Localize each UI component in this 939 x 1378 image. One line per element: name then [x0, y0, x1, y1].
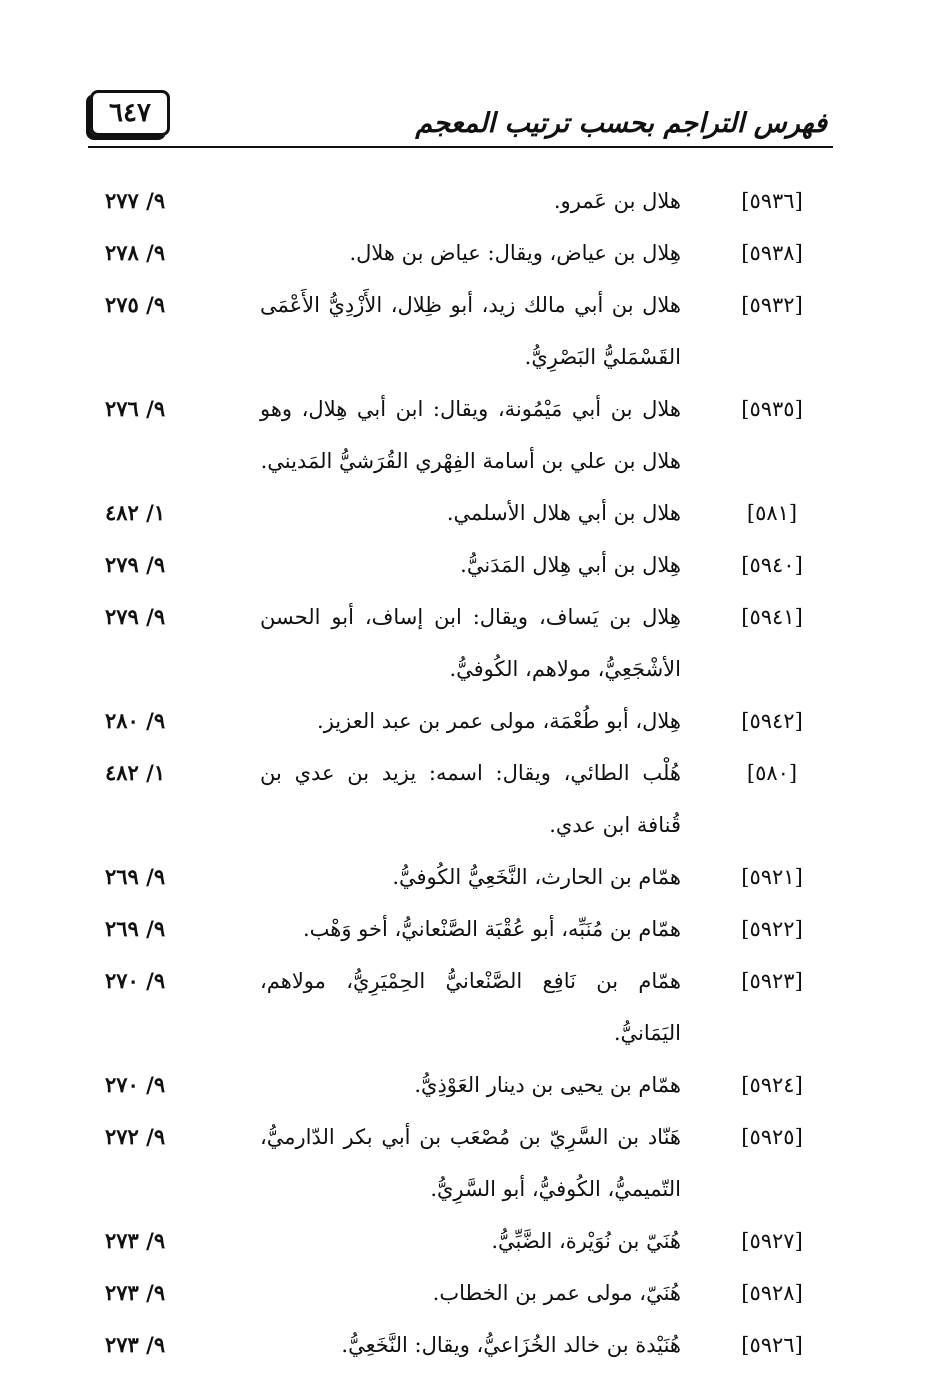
entry-row: [0, 279, 939, 383]
entry-row: [0, 175, 939, 227]
entry-row: [0, 591, 939, 695]
entry-id: [٥٩٣٦]: [741, 189, 803, 213]
entry-name: هِلال بن يَساف، ويقال: ابن إساف، أبو الحسن الأشْجَعِيُّ، مولاهم، الكُوفيُّ.: [260, 605, 681, 681]
entry-name: هِلال بن عياض، ويقال: عياض بن هلال.: [349, 241, 681, 265]
entry-id: [٥٩٢١]: [741, 865, 803, 889]
entry-id: [٥٩٣٥]: [741, 397, 803, 421]
entry-ref: ٩/ ٢٧٩: [105, 552, 166, 577]
entry-row: [0, 227, 939, 279]
entry-ref: ١/ ٤٨٢: [105, 500, 166, 525]
entry-name: هِلال بن أبي هِلال المَدَنيُّ.: [460, 553, 681, 577]
entry-id: [٥٩٤١]: [741, 605, 803, 629]
header-rule: [88, 146, 833, 148]
entry-name: هلال بن أبي مَيْمُونة، ويقال: ابن أبي هِلال، وهو هلال بن علي بن أسامة الفِهْري القُرَشيُّ المَديني.: [260, 397, 681, 473]
entry-name: هُلْب الطائي، ويقال: اسمه: يزيد بن عدي بن قُنافة ابن عدي.: [260, 761, 681, 837]
entry-ref: ٩/ ٢٧٨: [105, 240, 166, 265]
entry-name: همّام بن مُنَبِّه، أبو عُقْبَة الصَّنْعانيُّ، أخو وَهْب.: [302, 917, 681, 941]
entry-id: [٥٩٢٧]: [741, 1229, 803, 1253]
entry-row: [0, 1215, 939, 1267]
entry-ref: ٩/ ٢٦٩: [105, 916, 166, 941]
entry-row: [0, 1111, 939, 1215]
entry-id: [٥٩٢٦]: [741, 1333, 803, 1357]
entry-ref: ٩/ ٢٧٩: [105, 604, 166, 629]
page-number: ٦٤٧: [109, 98, 151, 128]
entry-id: [٥٩٤٢]: [741, 709, 803, 733]
entry-id: [٥٩٢٢]: [741, 917, 803, 941]
entry-id: [٥٨١]: [746, 501, 798, 525]
entry-ref: ٩/ ٢٧٣: [105, 1228, 166, 1253]
entry-ref: ٩/ ٢٨٠: [105, 708, 166, 733]
entry-row: [0, 903, 939, 955]
entry-row: [0, 383, 939, 487]
entry-id: [٥٩٢٨]: [741, 1281, 803, 1305]
entry-name: هُنَيّ بن نُوَيْرة، الضَّبِّيُّ.: [491, 1229, 681, 1253]
entry-name: هلال بن عَمرو.: [553, 189, 681, 213]
entry-ref: ٩/ ٢٦٩: [105, 864, 166, 889]
entry-name: هُنَيْدة بن خالد الخُزَاعيُّ، ويقال: النَّخَعِيُّ.: [341, 1333, 681, 1357]
entry-list: [0, 175, 939, 1371]
entry-name: هُنَيّ، مولى عمر بن الخطاب.: [432, 1281, 681, 1305]
entry-row: [0, 1059, 939, 1111]
entry-id: [٥٩٢٣]: [741, 969, 803, 993]
entry-ref: ٩/ ٢٧٣: [105, 1280, 166, 1305]
entry-ref: ٩/ ٢٧٠: [105, 1072, 166, 1097]
entry-ref: ٩/ ٢٧٣: [105, 1332, 166, 1357]
entry-ref: ١/ ٤٨٢: [105, 760, 166, 785]
entry-row: [0, 1267, 939, 1319]
entry-id: [٥٨٠]: [746, 761, 798, 785]
entry-row: [0, 851, 939, 903]
entry-row: [0, 955, 939, 1059]
entry-name: همّام بن يحيى بن دينار العَوْذِيُّ.: [414, 1073, 681, 1097]
entry-id: [٥٩٤٠]: [741, 553, 803, 577]
entry-id: [٥٩٢٤]: [741, 1073, 803, 1097]
entry-row: [0, 1319, 939, 1371]
page-number-box: [90, 90, 170, 136]
entry-name: همّام بن الحارث، النَّخَعِيُّ الكُوفيُّ.: [392, 865, 681, 889]
entry-name: هلال بن أبي مالك زيد، أبو ظِلال، الأَزْدِيُّ الأَعْمَى القَسْمَليُّ البَصْرِيُّ.: [260, 293, 681, 369]
entry-name: هَنّاد بن السَّرِيّ بن مُصْعَب بن أبي بكر الدّارميُّ، التّميميُّ، الكُوفيُّ، أبو السَّرِيُّ.: [260, 1125, 681, 1201]
entry-id: [٥٩٢٥]: [741, 1125, 803, 1149]
page-title: فهرس التراجم بحسب ترتيب المعجم: [415, 108, 827, 139]
entry-id: [٥٩٣٢]: [741, 293, 803, 317]
entry-name: هِلال، أبو طُعْمَة، مولى عمر بن عبد العزيز.: [317, 709, 681, 733]
entry-ref: ٩/ ٢٧٦: [105, 396, 166, 421]
entry-ref: ٩/ ٢٧٧: [105, 188, 166, 213]
entry-row: [0, 539, 939, 591]
entry-ref: ٩/ ٢٧٥: [105, 292, 166, 317]
entry-name: هلال بن أبي هلال الأسلمي.: [446, 501, 681, 525]
entry-row: [0, 487, 939, 539]
entry-row: [0, 695, 939, 747]
entry-ref: ٩/ ٢٧٠: [105, 968, 166, 993]
entry-row: [0, 747, 939, 851]
entry-id: [٥٩٣٨]: [741, 241, 803, 265]
entry-name: همّام بن نَافِع الصَّنْعانيُّ الحِمْيَرِيُّ، مولاهم، اليَمَانيُّ.: [260, 969, 681, 1045]
entry-ref: ٩/ ٢٧٢: [105, 1124, 166, 1149]
